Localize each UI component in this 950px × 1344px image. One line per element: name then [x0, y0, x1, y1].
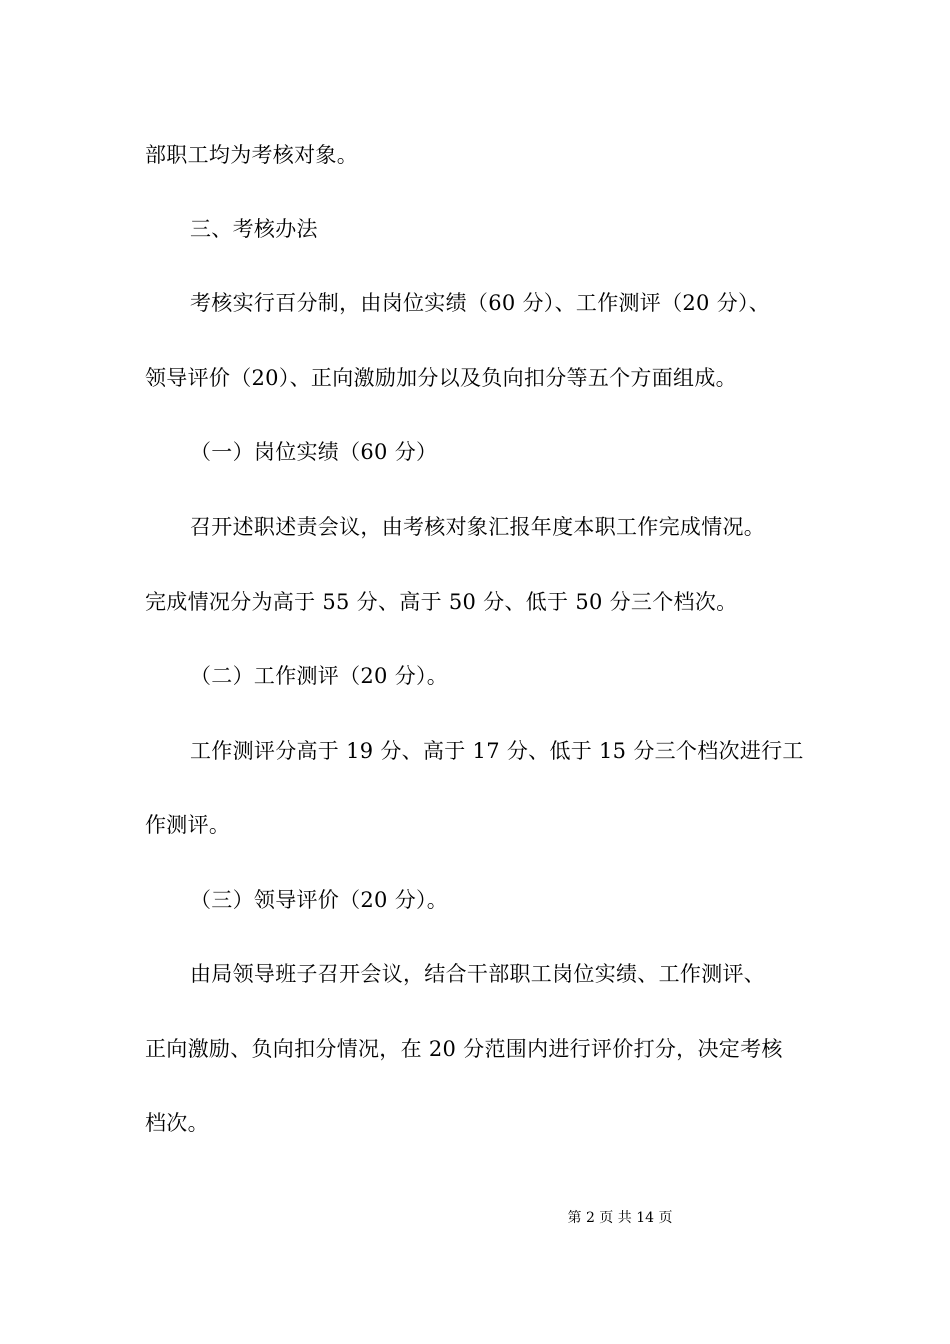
subheading-leader-evaluation: （三）领导评价（20 分）。: [190, 888, 449, 912]
paragraph-line-10: 作测评。: [145, 813, 231, 837]
paragraph-line-4: 领导评价（20）、正向激励加分以及负向扣分等五个方面组成。: [145, 366, 737, 390]
section-heading-assessment-method: 三、考核办法: [190, 217, 318, 241]
paragraph-line-7: 完成情况分为高于 55 分、高于 50 分、低于 50 分三个档次。: [145, 590, 738, 614]
subheading-job-performance: （一）岗位实绩（60 分）: [190, 440, 438, 464]
paragraph-line-3: 考核实行百分制，由岗位实绩（60 分）、工作测评（20 分）、: [190, 291, 771, 315]
page-number: 第 2 页 共 14 页: [567, 1210, 673, 1226]
paragraph-line-12: 由局领导班子召开会议，结合干部职工岗位实绩、工作测评、: [190, 962, 766, 986]
subheading-work-evaluation: （二）工作测评（20 分）。: [190, 664, 449, 688]
paragraph-line-13: 正向激励、负向扣分情况，在 20 分范围内进行评价打分，决定考核: [145, 1037, 783, 1061]
page-footer: [0, 1208, 950, 1228]
paragraph-line-1: 部职工均为考核对象。: [145, 143, 358, 167]
paragraph-line-9: 工作测评分高于 19 分、高于 17 分、低于 15 分三个档次进行工: [190, 739, 804, 763]
paragraph-line-6: 召开述职述责会议，由考核对象汇报年度本职工作完成情况。: [190, 515, 766, 539]
paragraph-line-14: 档次。: [145, 1111, 209, 1135]
